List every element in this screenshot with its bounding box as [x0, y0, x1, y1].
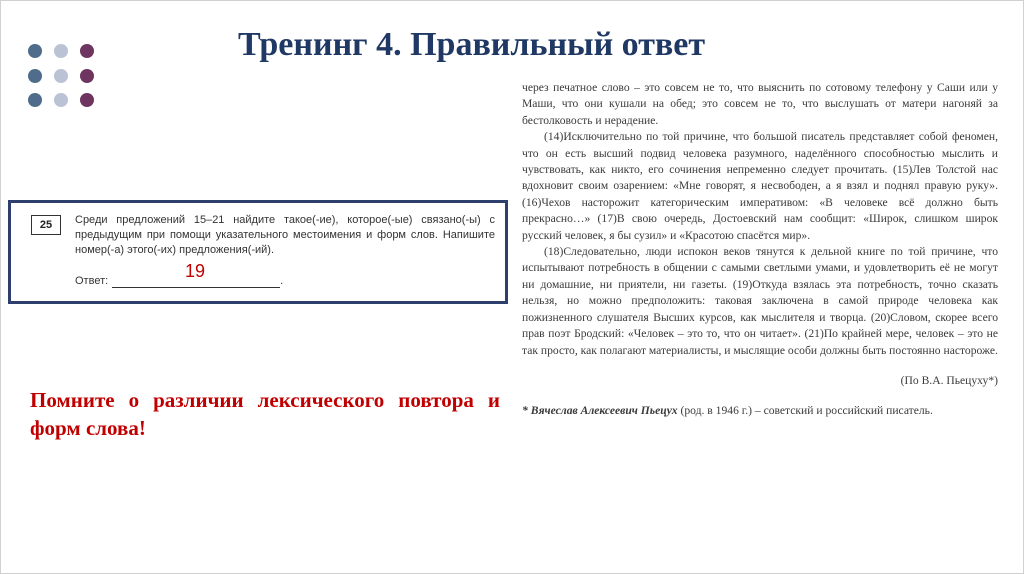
decorative-dot: [28, 44, 42, 58]
passage-attribution: (По В.А. Пьецуху*): [900, 373, 998, 387]
reminder-text: Помните о различии лексического повтора и форм слова!: [30, 388, 500, 440]
slide-title: Тренинг 4. Правильный ответ: [238, 26, 706, 63]
decorative-dot: [28, 69, 42, 83]
passage-paragraph: (18)Следовательно, люди испокон веков тянутся к дельной книге по той причине, что испытывают потребность в общении с самыми светлыми умами, и удовлетворить её не могут ни домашние, ни приятели, ни газеты. (19)Откуда взялась эта потребность, точно сказать нельзя, но можно предположить: таковая заключена в самой природе человека как пожизненного слушателя Высших курсов, как мыслителя и творца. (20)Словом, скорее всего прав поэт Бродский: «Человек – это то, что он читает». (21)По крайней мере, человек – это не так просто, как полагают материалисты, и мыслящие особи должны быть постоянно настороже.: [522, 245, 998, 357]
task-box: [8, 200, 508, 304]
passage-footnote: [522, 403, 998, 419]
passage-paragraph: через печатное слово – это совсем не то, что выяснить по сотовому телефону у Саши или у Маши, что они кушали на обед; это совсем не то, что выслушать от матери нагоняй за бестолковость и нерадение.: [522, 81, 998, 127]
decorative-dot: [80, 69, 94, 83]
passage-paragraph: (14)Исключительно по той причине, что большой писатель представляет собой феномен, что он есть высший подвид человека разумного, наделённого способностью мыслить и чувствовать, как никто, его сочинения непременно следует прочитать. (15)Лев Толстой нас вдохновит своим озарением: «Мне говорят, я несвободен, а я взял и поднял правую руку». (16)Чехов насторожит категорическим императивом: «В человеке всё должно быть прекрасно…» (17)В свою очередь, Достоевский нам сообщит: «Широк, слишком широк русский человек, я бы сузил» и «Красотою спасётся мир».: [522, 130, 998, 242]
decorative-dot: [54, 44, 68, 58]
decorative-dot: [80, 93, 94, 107]
footnote-text: (род. в 1946 г.) – советский и российский писатель.: [677, 404, 933, 418]
answer-label: Ответ:: [75, 275, 109, 287]
task-number: 25: [31, 215, 61, 235]
answer-row: Ответ: .: [75, 275, 284, 287]
task-text: Среди предложений 15–21 найдите такое(-ие), которое(-ые) связано(-ы) с предыдущим при помощи указательного местоимения и форм слов. Напишите номер(-а) этого(-их) предложения(-ий).: [75, 214, 495, 256]
answer-value: 19: [185, 261, 206, 281]
footnote-author: * Вячеслав Алексеевич Пьецух: [522, 404, 678, 418]
decorative-dot: [54, 69, 68, 83]
decorative-dot: [28, 93, 42, 107]
decorative-dot: [80, 44, 94, 58]
decorative-dots: [28, 44, 102, 108]
passage: [522, 80, 998, 420]
decorative-dot: [54, 93, 68, 107]
